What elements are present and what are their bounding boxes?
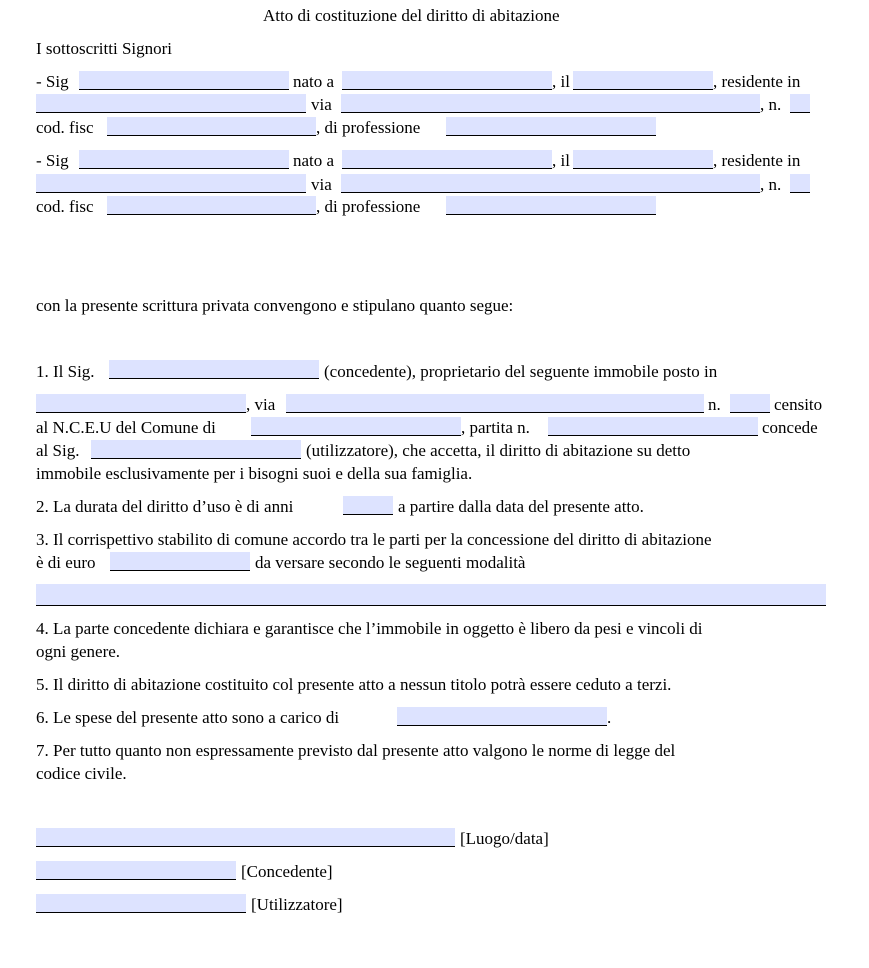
party2-residente-label: , residente in: [713, 151, 801, 170]
party2-sig-label: - Sig: [36, 151, 69, 170]
clause1-utilizzatore-field[interactable]: [91, 440, 301, 459]
party2-number-field[interactable]: [790, 174, 810, 193]
clause3-euro-field[interactable]: [110, 552, 250, 571]
clause3-prefix: è di euro: [36, 553, 96, 572]
clause3-modalita-field[interactable]: [36, 584, 826, 606]
concedente-label: [Concedente]: [241, 862, 333, 881]
clause1-alsig-label: al Sig.: [36, 441, 80, 460]
party1-professione-label: , di professione: [316, 118, 421, 137]
clause1-street-field[interactable]: [286, 394, 704, 413]
party2-codfisc-label: cod. fisc: [36, 197, 94, 216]
luogo-data-label: [Luogo/data]: [460, 829, 549, 848]
party1-nato-label: nato a: [293, 72, 335, 91]
party2-birthdate-field[interactable]: [573, 150, 713, 169]
party1-codfisc-field[interactable]: [107, 117, 316, 136]
party2-nato-label: nato a: [293, 151, 335, 170]
party1-n-label: , n.: [760, 95, 782, 114]
party2-profession-field[interactable]: [446, 196, 656, 215]
clause2-years-field[interactable]: [343, 496, 393, 515]
clause1-nceu-label: al N.C.E.U del Comune di: [36, 418, 216, 437]
luogo-data-field[interactable]: [36, 828, 455, 847]
party1-birthplace-field[interactable]: [342, 71, 552, 90]
document-title: Atto di costituzione del diritto di abitazione: [263, 6, 560, 25]
party1-name-field[interactable]: [79, 71, 289, 90]
agreement-text: con la presente scrittura privata convengono e stipulano quanto segue:: [36, 296, 514, 315]
clause7-line2: codice civile.: [36, 764, 127, 783]
intro-text: I sottoscritti Signori: [36, 39, 172, 58]
party1-il-label: , il: [552, 72, 570, 91]
clause1-concedente-text: (concedente), proprietario del seguente immobile posto in: [324, 362, 718, 381]
party2-residence-field[interactable]: [36, 174, 306, 193]
clause3-suffix: da versare secondo le seguenti modalità: [255, 553, 526, 572]
clause5-text: 5. Il diritto di abitazione costituito col presente atto a nessun titolo potrà essere ceduto a terzi.: [36, 675, 672, 694]
party1-number-field[interactable]: [790, 94, 810, 113]
clause1-prefix: 1. Il Sig.: [36, 362, 95, 381]
party1-sig-label: - Sig: [36, 72, 69, 91]
party1-residence-field[interactable]: [36, 94, 306, 113]
party1-profession-field[interactable]: [446, 117, 656, 136]
clause4-line2: ogni genere.: [36, 642, 121, 661]
clause6-prefix: 6. Le spese del presente atto sono a carico di: [36, 708, 340, 727]
party2-birthplace-field[interactable]: [342, 150, 552, 169]
clause1-partita-label: , partita n.: [461, 418, 530, 437]
clause2-prefix: 2. La durata del diritto d’uso è di anni: [36, 497, 294, 516]
party2-il-label: , il: [552, 151, 570, 170]
party1-street-field[interactable]: [341, 94, 760, 113]
party1-birthdate-field[interactable]: [573, 71, 713, 90]
clause7-line1: 7. Per tutto quanto non espressamente previsto dal presente atto valgono le norme di legge del: [36, 741, 676, 760]
clause1-line4: immobile esclusivamente per i bisogni suoi e della sua famiglia.: [36, 464, 473, 483]
party1-residente-label: , residente in: [713, 72, 801, 91]
party2-street-field[interactable]: [341, 174, 760, 193]
clause1-via-label: , via: [246, 395, 276, 414]
clause1-comune-field[interactable]: [251, 417, 461, 436]
party1-via-label: via: [311, 95, 332, 114]
clause1-number-field[interactable]: [730, 394, 770, 413]
party2-professione-label: , di professione: [316, 197, 421, 216]
clause1-censito-label: censito: [774, 395, 823, 414]
clause1-concede-label: concede: [762, 418, 818, 437]
party2-via-label: via: [311, 175, 332, 194]
clause1-location-field[interactable]: [36, 394, 246, 413]
concedente-signature-field[interactable]: [36, 861, 236, 880]
party1-codfisc-label: cod. fisc: [36, 118, 94, 137]
party2-name-field[interactable]: [79, 150, 289, 169]
clause3-line1: 3. Il corrispettivo stabilito di comune accordo tra le parti per la concessione del diritto di abitazione: [36, 530, 712, 549]
clause1-partita-field[interactable]: [548, 417, 758, 436]
utilizzatore-label: [Utilizzatore]: [251, 895, 343, 914]
party2-n-label: , n.: [760, 175, 782, 194]
utilizzatore-signature-field[interactable]: [36, 894, 246, 913]
clause1-n-label: n.: [708, 395, 721, 414]
clause6-carico-field[interactable]: [397, 707, 607, 726]
party2-codfisc-field[interactable]: [107, 196, 316, 215]
clause1-concedente-field[interactable]: [109, 360, 319, 379]
clause4-line1: 4. La parte concedente dichiara e garantisce che l’immobile in oggetto è libero da pesi e vincoli di: [36, 619, 703, 638]
clause2-suffix: a partire dalla data del presente atto.: [398, 497, 644, 516]
clause1-utilizzatore-text: (utilizzatore), che accetta, il diritto di abitazione su detto: [306, 441, 691, 460]
clause6-suffix: .: [607, 708, 612, 727]
